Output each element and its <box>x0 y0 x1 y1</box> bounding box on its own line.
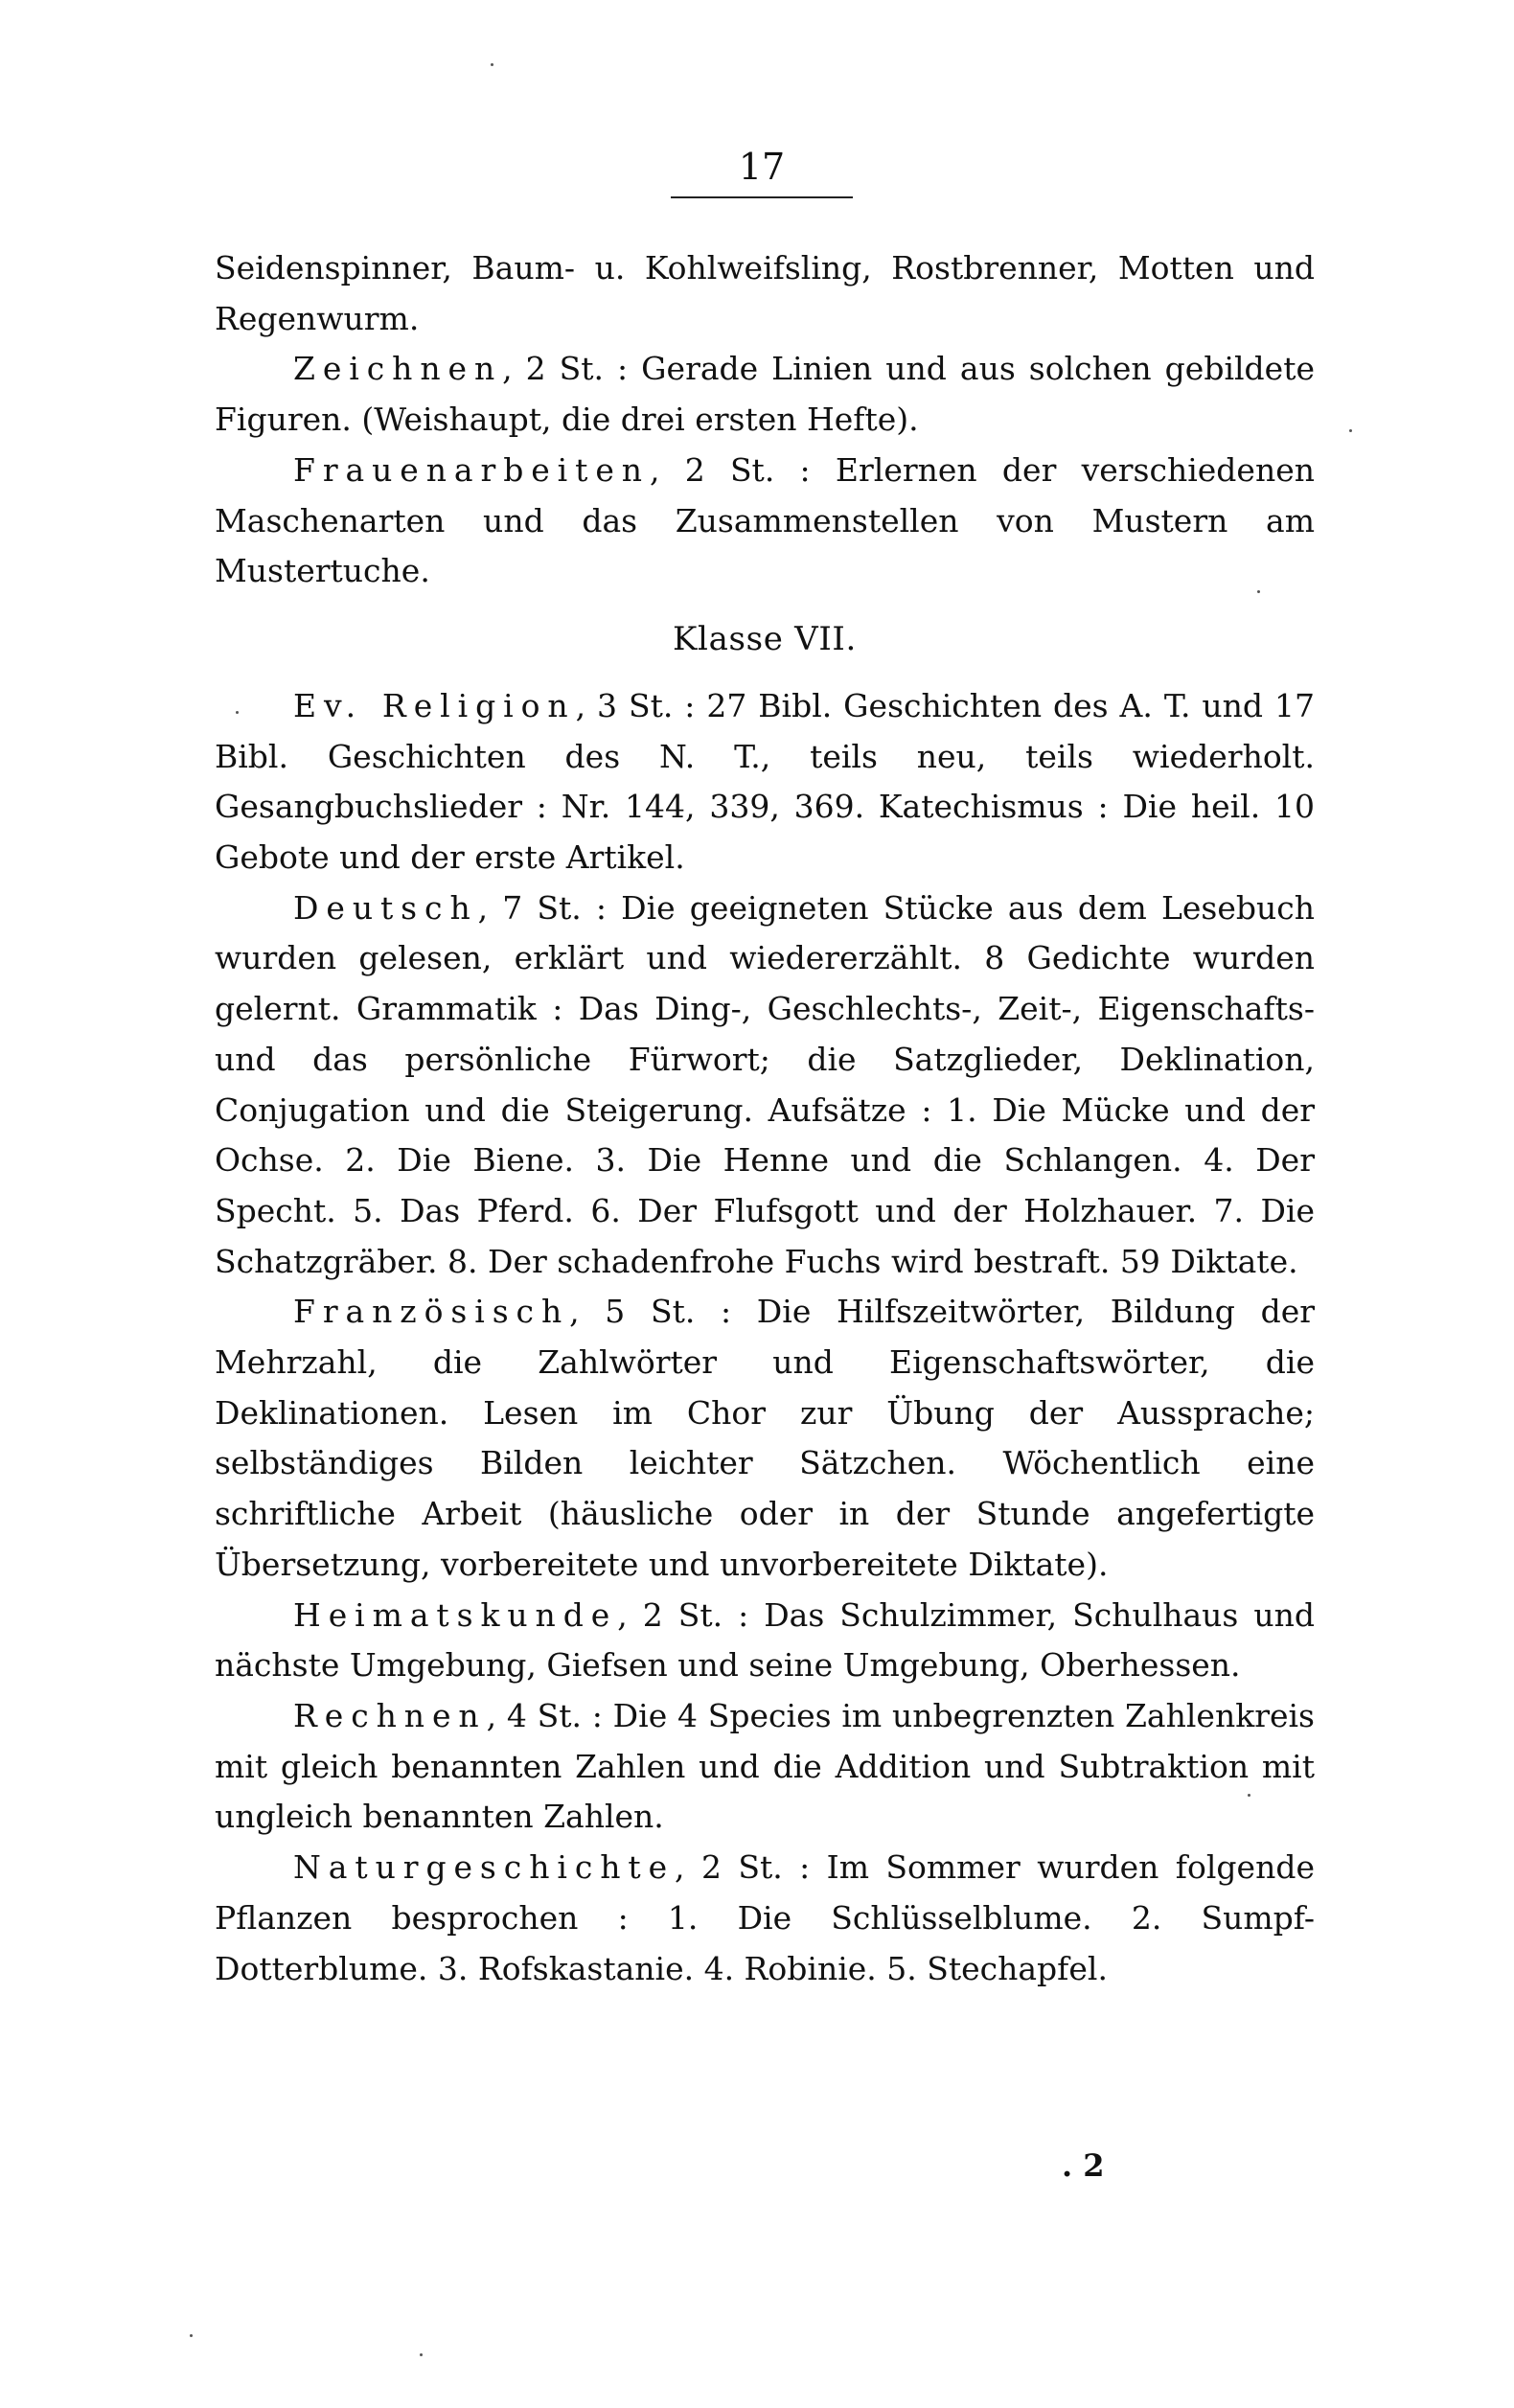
paper-speck <box>1248 1794 1250 1797</box>
paper-speck <box>420 2353 423 2356</box>
subject-text-franzoesisch: , 5 St. : Die Hilfszeitwörter, Bildung der Mehrzahl, die Zahlwörter und Eigenschaftswörter, die Deklinationen. Lesen im Chor zur Übung der Aussprache; selbständiges Bilden leichter Sätzchen. Wöchentlich eine schriftliche Arbeit (häusliche oder in der Stunde angefertigte Übersetzung, vorbereitete und unvorbereitete Diktate). <box>215 1293 1315 1583</box>
paper-speck <box>1257 590 1260 593</box>
subject-title-deutsch: Deutsch <box>293 888 478 927</box>
subject-title-religion: Ev. Religion <box>293 686 576 724</box>
paragraph-zeichnen <box>215 344 1315 445</box>
subject-title-naturgeschichte: Naturgeschichte <box>293 1848 676 1887</box>
page-number-rule <box>671 196 853 198</box>
subject-title-frauenarbeiten: Frauenarbeiten <box>293 450 650 489</box>
paper-speck <box>236 711 239 714</box>
paper-speck <box>190 2334 193 2337</box>
subject-title-zeichnen: Zeichnen <box>293 350 503 388</box>
paragraph-franzoesisch <box>215 1287 1315 1590</box>
paragraph-frauenarbeiten <box>215 446 1315 597</box>
subject-title-franzoesisch: Französisch <box>293 1293 570 1331</box>
paragraph-naturgeschichte <box>215 1843 1315 1994</box>
subject-text-deutsch: , 7 St. : Die geeigneten Stücke aus dem Lesebuch wurden gelesen, erklärt und wiedererzählt. 8 Gedichte wurden gelernt. Grammatik : Das Ding-, Geschlechts-, Zeit-, Eigenschafts- und das persönliche Fürwort; die Satzglieder, Deklination, Conjugation und die Steigerung. Aufsätze : 1. Die Mücke und der Ochse. 2. Die Biene. 3. Die Henne und die Schlangen. 4. Der Specht. 5. Das Pferd. 6. Der Flufsgott und der Holzhauer. 7. Die Schatzgräber. 8. Der schadenfrohe Fuchs wird bestraft. 59 Diktate. <box>215 888 1315 1280</box>
paper-speck <box>1349 429 1352 432</box>
paper-speck <box>491 63 493 66</box>
subject-title-heimatskunde: Heimatskunde <box>293 1595 618 1634</box>
subject-text-heimatskunde: , 2 St. : Das Schulzimmer, Schulhaus und nächste Umgebung, Giefsen und seine Umgebung, Oberhessen. <box>215 1595 1315 1685</box>
paragraph-deutsch <box>215 883 1315 1288</box>
subject-text-rechnen: , 4 St. : Die 4 Species im unbegrenzten Zahlenkreis mit gleich benannten Zahlen und die Addition und Subtraktion mit ungleich benannten Zahlen. <box>215 1696 1315 1836</box>
body-text <box>215 243 1315 1994</box>
section-heading: Klasse VII. <box>672 619 858 658</box>
subject-text-frauenarbeiten: , 2 St. : Erlernen der verschiedenen Maschenarten und das Zusammenstellen von Mustern am Mustertuche. <box>215 450 1315 590</box>
intro-text: Seidenspinner, Baum- u. Kohlweifsling, Rostbrenner, Motten und Regenwurm. <box>215 249 1315 337</box>
paragraph-heimatskunde <box>215 1591 1315 1691</box>
page-number: 17 <box>738 146 786 188</box>
subject-title-rechnen: Rechnen <box>293 1696 487 1734</box>
paragraph-rechnen <box>215 1691 1315 1843</box>
intro-paragraph <box>215 243 1315 344</box>
paragraph-religion <box>215 681 1315 883</box>
subject-text-naturgeschichte: , 2 St. : Im Sommer wurden folgende Pflanzen besprochen : 1. Die Schlüsselblume. 2. Sumpf-Dotterblume. 3. Rofskastanie. 4. Robinie. 5. Stechapfel. <box>215 1848 1315 1987</box>
subject-text-zeichnen: , 2 St. : Gerade Linien und aus solchen gebildete Figuren. (Weishaupt, die drei ersten Hefte). <box>215 350 1315 439</box>
signature-mark: . 2 <box>1062 2147 1105 2184</box>
subject-text-religion: , 3 St. : 27 Bibl. Geschichten des A. T. und 17 Bibl. Geschichten des N. T., teils neu, teils wiederholt. Gesangbuchslieder : Nr. 144, 339, 369. Katechismus : Die heil. 10 Gebote und der erste Artikel. <box>215 686 1315 877</box>
